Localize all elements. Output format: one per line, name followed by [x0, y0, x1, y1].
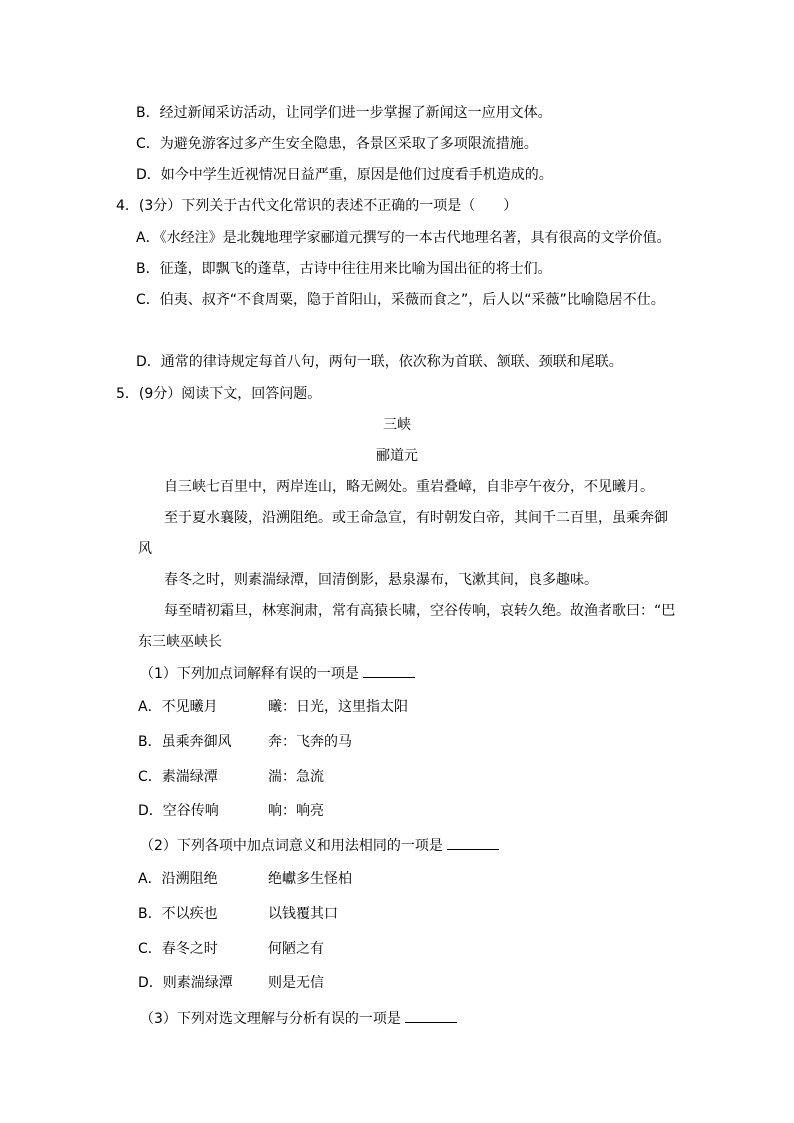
subquestion-1-stem [140, 663, 415, 684]
sub1-option-c-gloss: 湍：急流 [268, 769, 324, 785]
sub2-option-c-example: 何陋之有 [268, 941, 324, 957]
sub2-option-c: C．春冬之时 [138, 941, 218, 957]
subquestion-3-stem-text: （3）下列对选文理解与分析有误的一项是 [140, 1011, 401, 1027]
passage-paragraph-3: 春冬之时，则素湍绿潭，回清倒影，悬泉瀑布，飞漱其间，良多趣味。 [164, 572, 598, 588]
sub1-option-d: D．空谷传响 [138, 803, 219, 819]
sub1-option-d-gloss: 响：响亮 [268, 803, 324, 819]
sub2-option-d: D．则素湍绿潭 [138, 975, 233, 991]
passage-paragraph-2-line-1: 至于夏水襄陵，沿溯阻绝。或王命急宣，有时朝发白帝，其间千二百里，虽乘奔御 [164, 510, 668, 526]
sub2-option-b-example: 以钱覆其口 [268, 906, 338, 922]
passage-paragraph-4-line-2: 东三峡巫峡长 [138, 634, 222, 650]
subquestion-3-stem [140, 1008, 457, 1029]
sub2-option-b: B．不以疾也 [138, 906, 218, 922]
q3-option-d: D．如今中学生近视情况日益严重，原因是他们过度看手机造成的。 [136, 167, 553, 183]
sub1-option-a: A．不见曦月 [138, 699, 218, 715]
q3-option-b: B．经过新闻采访活动，让同学们进一步掌握了新闻这一应用文体。 [136, 105, 552, 121]
sub2-option-d-example: 则是无信 [268, 975, 324, 991]
passage-title: 三峡 [383, 417, 411, 433]
q4-option-a: A．《水经注》是北魏地理学家郦道元撰写的一本古代地理名著，具有很高的文学价值。 [136, 230, 671, 246]
sub2-option-a: A．沿溯阻绝 [138, 871, 218, 887]
q4-option-b: B．征蓬，即飘飞的蓬草，古诗中往往用来比喻为国出征的将士们。 [136, 261, 552, 277]
passage-paragraph-4-line-1: 每至晴初霜旦，林寒涧肃，常有高猿长啸，空谷传响，哀转久绝。故渔者歌曰：“巴 [164, 603, 676, 619]
answer-blank [405, 1008, 457, 1023]
subquestion-1-stem-text: （1）下列加点词解释有误的一项是 [140, 666, 359, 682]
q4-stem: 4．(3分）下列关于古代文化常识的表述不正确的一项是（ ） [116, 198, 518, 214]
subquestion-2-stem-text: （2）下列各项中加点词意义和用法相同的一项是 [140, 838, 443, 854]
answer-blank [363, 663, 415, 678]
sub1-option-b: B．虽乘奔御风 [138, 734, 232, 750]
answer-blank [447, 835, 499, 850]
q5-stem: 5．(9分）阅读下文，回答问题。 [116, 386, 322, 402]
sub1-option-c: C．素湍绿潭 [138, 769, 218, 785]
q4-option-c: C．伯夷、叔齐“不食周粟，隐于首阳山，采薇而食之”，后人以“采薇”比喻隐居不仕。 [136, 292, 665, 308]
passage-author: 郦道元 [376, 448, 418, 464]
sub2-option-a-example: 绝巘多生怪柏 [268, 871, 352, 887]
sub1-option-b-gloss: 奔：飞奔的马 [268, 734, 352, 750]
passage-paragraph-1: 自三峡七百里中，两岸连山，略无阙处。重岩叠嶂，自非亭午夜分，不见曦月。 [164, 479, 654, 495]
sub1-option-a-gloss: 曦：日光，这里指太阳 [268, 699, 408, 715]
subquestion-2-stem [140, 835, 499, 856]
q3-option-c: C．为避免游客过多产生安全隐患，各景区采取了多项限流措施。 [136, 136, 538, 152]
q4-option-d: D．通常的律诗规定每首八句，两句一联，依次称为首联、颔联、颈联和尾联。 [136, 354, 623, 370]
passage-paragraph-2-line-2: 风 [138, 541, 152, 557]
